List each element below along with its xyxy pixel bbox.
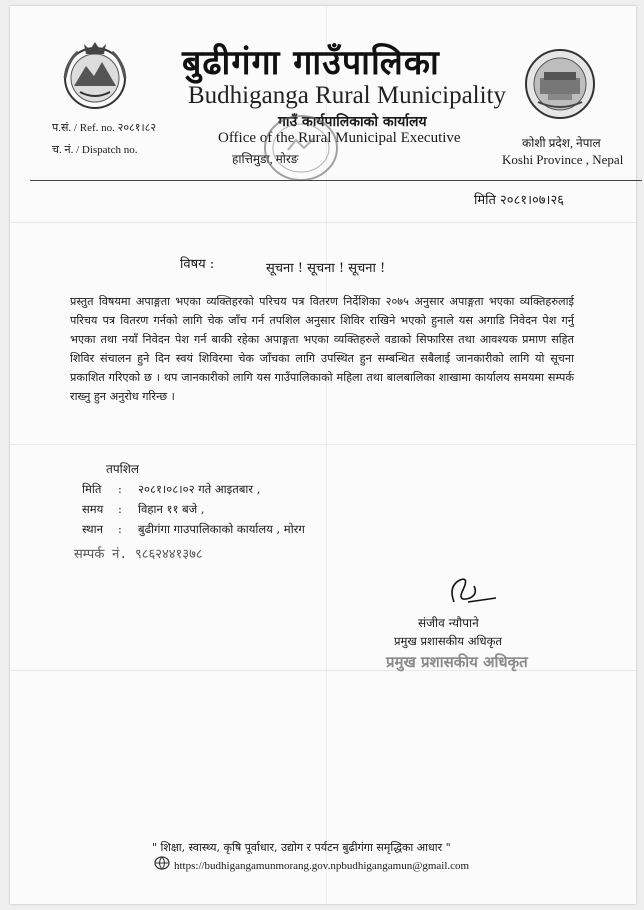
detail-colon: : xyxy=(118,482,122,496)
office-name-nepali: गाउँ कार्यपालिकाको कार्यालय xyxy=(278,114,427,130)
detail-value-place: बुढीगंगा गाउपालिकाको कार्यालय , मोरग xyxy=(138,522,305,536)
detail-colon: : xyxy=(118,522,122,536)
header-divider xyxy=(30,180,642,181)
subject-label: विषय : xyxy=(180,257,215,272)
reference-number: प.सं. / Ref. no. २०८१।८२ xyxy=(52,122,157,134)
signatory-title: प्रमुख प्रशासकीय अधिकृत xyxy=(394,634,502,648)
municipality-logo-icon xyxy=(524,48,596,120)
province-english: Koshi Province , Nepal xyxy=(502,152,624,167)
office-address: हात्तिमुडा, मोरङ xyxy=(232,152,299,166)
detail-label-date: मिति xyxy=(82,482,102,496)
fold-line xyxy=(10,222,636,223)
detail-label-time: समय xyxy=(82,502,104,516)
subject-text: सूचना ! सूचना ! सूचना ! xyxy=(266,261,386,276)
contact-phone: सम्पर्क नं. ९८६२४४१३७८ xyxy=(74,547,203,562)
fold-line xyxy=(10,444,636,445)
details-heading: तपशिल xyxy=(106,462,140,476)
province-nepali: कोशी प्रदेश, नेपाल xyxy=(522,136,601,150)
notice-body xyxy=(70,292,574,406)
signatory-name: संजीव न्यौपाने xyxy=(418,616,479,630)
municipality-title-english: Budhiganga Rural Municipality xyxy=(188,82,507,109)
letter-date: मिति २०८१।०७।२६ xyxy=(474,193,564,208)
notice-body-text: प्रस्तुत विषयमा अपाङ्गता भएका व्यक्तिहरको परिचय पत्र वितरण निर्देशिका २०७५ अनुसार अपाङ्गता भएका व्यक्तिहरुलाई परिचय पत्र वितरण गर्नको लागि चेक जाँच गर्न तपशिल अनुसार शिविर राखिने भएको हुनाले यस अगाडि निवेदन पेश गर्नु भएका तथा नयाँ निवेदन पेश गर्न बाकी रहेका अपाङ्गता भएका व्यक्तिहरुले वडाको सिफारिस तथा आवश्यक प्रमाण सहित शिविर संचालन हुने दिन स्वयं शिविरमा चेक जाँचका लागि उपस्थित हुन सम्बन्धित सबैलाई जानकारीको लागि यो सूचना प्रकाशित गरिएको छ । थप जानकारीको लागि यस गाउँपालिकाको महिला तथा बालबालिका शाखामा कार्यालय समयमा सम्पर्क राख्नु हुन अनुरोध गरिन्छ । xyxy=(70,295,574,403)
detail-value-time: विहान ११ बजे , xyxy=(138,502,205,516)
footer-website-email: https://budhigangamunmorang.gov.npbudhigangamun@gmail.com xyxy=(174,860,470,872)
nepal-emblem-icon xyxy=(56,36,134,114)
footer-slogan: " शिक्षा, स्वास्थ्य, कृषि पूर्वाधार, उद्योग र पर्यटन बुढीगंगा समृद्धिका आधार " xyxy=(152,841,451,854)
office-stamp-icon xyxy=(256,108,346,188)
fold-line xyxy=(10,670,636,671)
detail-label-place: स्थान xyxy=(82,522,103,536)
globe-icon xyxy=(154,856,170,870)
signature-icon xyxy=(440,572,500,616)
municipality-title-nepali: बुढीगंगा गाउँपालिका xyxy=(182,43,440,83)
detail-colon: : xyxy=(118,502,122,516)
signatory-stamp: प्रमुख प्रशासकीय अधिकृत xyxy=(386,653,528,671)
office-name-english: Office of the Rural Municipal Executive xyxy=(218,130,461,146)
dispatch-number: च. नं. / Dispatch no. xyxy=(52,144,138,156)
detail-value-date: २०८१।०८।०२ गते आइतबार , xyxy=(138,482,261,496)
